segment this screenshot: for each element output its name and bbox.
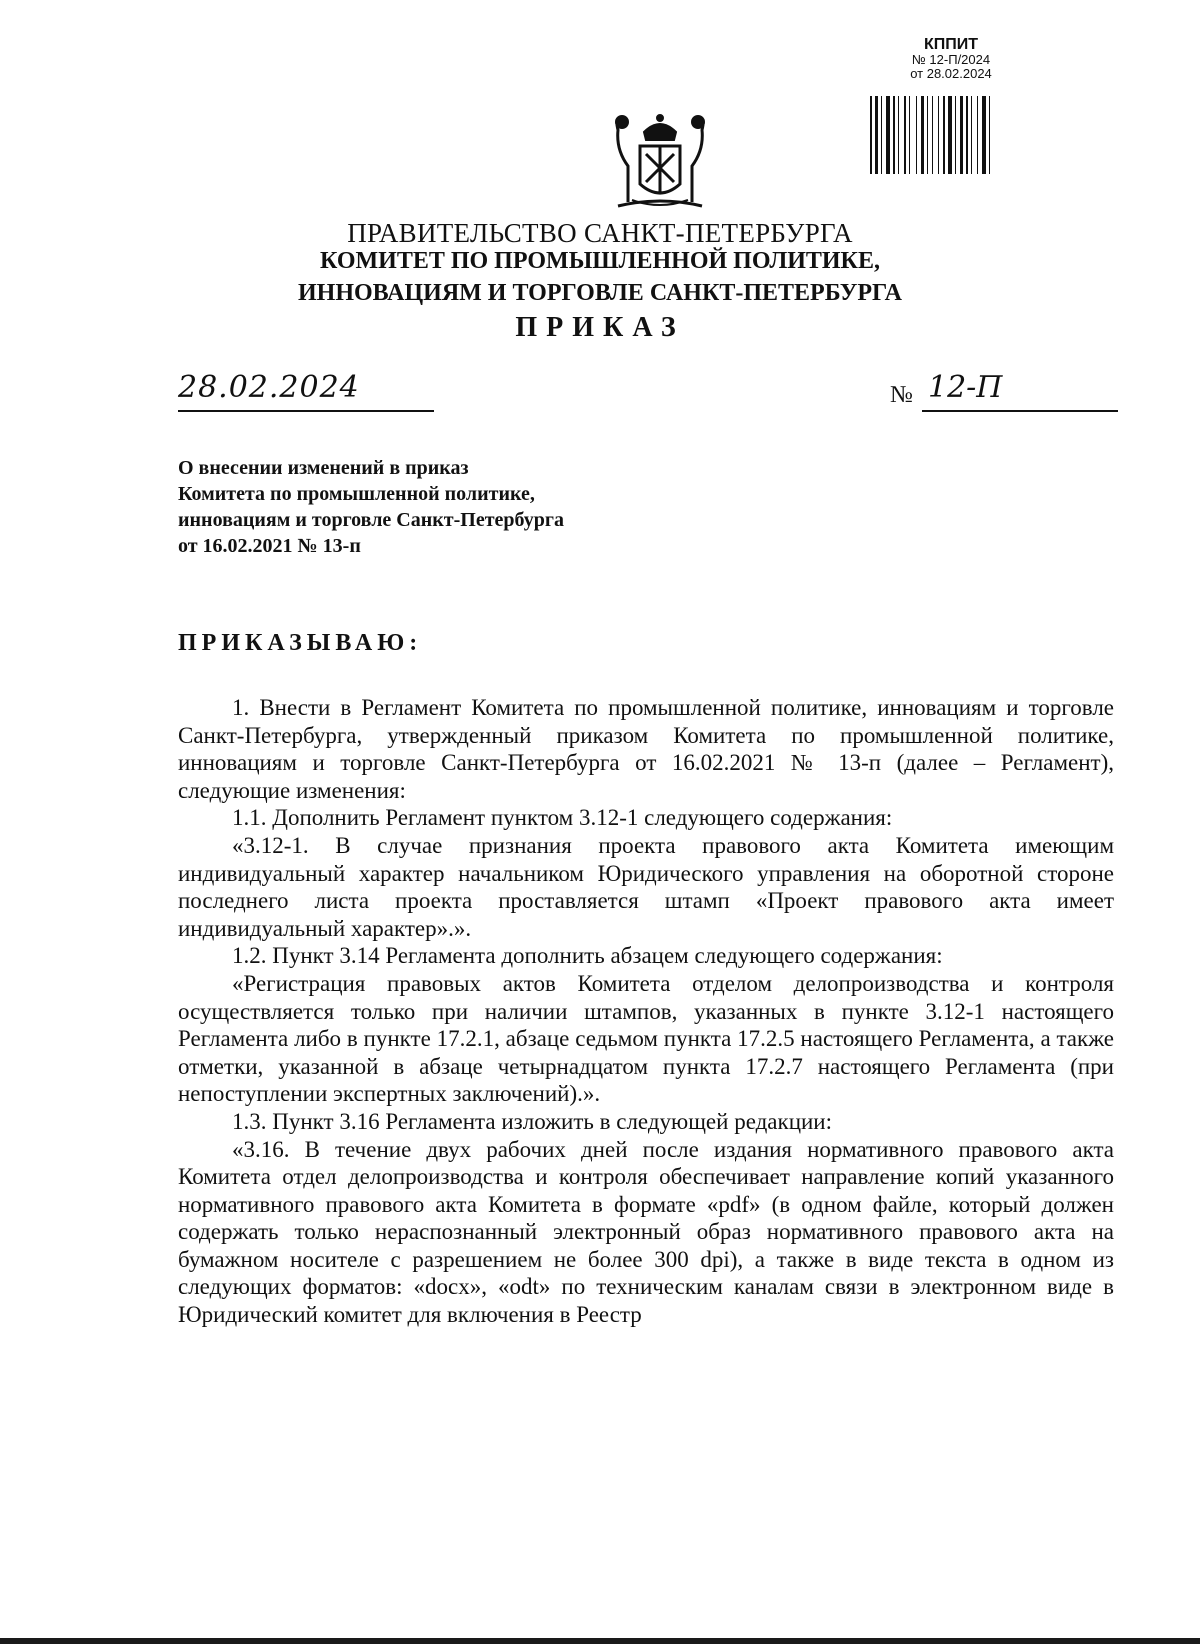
stamp-org: КППИТ: [923, 36, 979, 53]
handwritten-date: 28.02.2024: [178, 370, 360, 405]
barcode-bar: [977, 96, 978, 174]
order-body: [178, 694, 1114, 1329]
paragraph: 1.2. Пункт 3.14 Регламента дополнить абзацем следующего содержания:: [232, 943, 943, 969]
barcode-bar: [989, 96, 990, 174]
barcode-bar: [966, 96, 968, 174]
committee-title-line2: ИННОВАЦИЯМ И ТОРГОВЛЕ САНКТ-ПЕТЕРБУРГА: [297, 280, 902, 306]
subject-line: О внесении изменений в приказ: [178, 457, 469, 479]
barcode-bar: [982, 96, 986, 174]
barcode-bar: [898, 96, 899, 174]
barcode-bar: [909, 96, 910, 174]
paragraph: 1.3. Пункт 3.16 Регламента изложить в следующей редакции:: [232, 1108, 833, 1134]
paragraph: «Регистрация правовых актов Комитета отделом делопроизводства и контроля осуществляется только при наличии штампов, указанных в пункте 3.12-1 настоящего Регламента либо в пункте 17.2.1, абзаце седьмом пункта 17.2.5 настоящего Регламента, а также отметки, указанной в абзаце четырнадцатом пункта 17.2.7 настоящего Регламента (при непоступлении экспертных заключений).».: [178, 970, 1114, 1107]
barcode-bar: [943, 96, 945, 174]
barcode-bar: [904, 96, 906, 174]
paragraph: «3.12-1. В случае признания проекта правового акта Комитета имеющим индивидуальный характер начальником Юридического управления на оборотной стороне последнего листа проекта проставляется штамп «Проект правового акта имеет индивидуальный характер».».: [178, 832, 1114, 941]
barcode-bar: [971, 96, 972, 174]
scan-edge-bar: [0, 1638, 1200, 1644]
paragraph: «3.16. В течение двух рабочих дней после издания нормативного правового акта Комитета отдел делопроизводства и контроля обеспечивает направление копий указанного нормативного правового акта Комитета в формате «pdf» (в одном файле, который должен содержать только нераспознанный электронный образ нормативного правового акта на бумажном носителе с разрешением не более 300 dpi), а также в виде текста в одном из следующих форматов: «docx», «odt» по техническим каналам связи в электронном виде в Юридический комитет для включения в Реестр: [178, 1136, 1114, 1328]
barcode-bar: [932, 96, 933, 174]
barcode-bar: [881, 96, 882, 174]
subject-line: от 16.02.2021 № 13-п: [178, 535, 361, 557]
document-type: ПРИКАЗ: [515, 312, 685, 343]
barcode-bar: [948, 96, 952, 174]
number-label: №: [890, 382, 913, 408]
barcode-bar: [955, 96, 956, 174]
order-directive: ПРИКАЗЫВАЮ:: [178, 630, 423, 656]
committee-title-line1: КОМИТЕТ ПО ПРОМЫШЛЕННОЙ ПОЛИТИКЕ,: [320, 248, 880, 274]
order-subject: [178, 455, 564, 559]
paragraph: 1. Внести в Регламент Комитета по промышленной политике, инновациям и торговле Санкт-Петербурга, утвержденный приказом Комитета по промышленной политике, инновациям и торговле Санкт-Петербурга от 16.02.2021 № 13-п (далее – Регламент), следующие изменения:: [178, 695, 1114, 803]
barcode-bar: [960, 96, 963, 174]
barcode-image: [868, 96, 1018, 174]
subject-line: инновациям и торговле Санкт-Петербурга: [178, 509, 564, 531]
barcode-bar: [875, 96, 878, 174]
barcode-bar: [893, 96, 895, 174]
coat-of-arms-emblem: [604, 110, 716, 214]
paragraph: 1.1. Дополнить Регламент пунктом 3.12-1 следующего содержания:: [232, 805, 893, 831]
barcode-bar: [916, 96, 917, 174]
barcode-bar: [886, 96, 890, 174]
barcode-bar: [870, 96, 872, 174]
stamp-date: от 28.02.2024: [910, 66, 992, 81]
stamp-number: № 12-П/2024: [911, 52, 991, 67]
order-number-field: [922, 370, 1118, 412]
barcode-bar: [921, 96, 924, 174]
barcode-bar: [938, 96, 939, 174]
barcode-bar: [927, 96, 928, 174]
government-title: ПРАВИТЕЛЬСТВО САНКТ-ПЕТЕРБУРГА: [347, 218, 853, 248]
handwritten-number: 12-П: [928, 370, 1003, 405]
registration-stamp: [888, 36, 1014, 81]
order-date-field: [178, 370, 434, 412]
subject-line: Комитета по промышленной политике,: [178, 483, 535, 505]
